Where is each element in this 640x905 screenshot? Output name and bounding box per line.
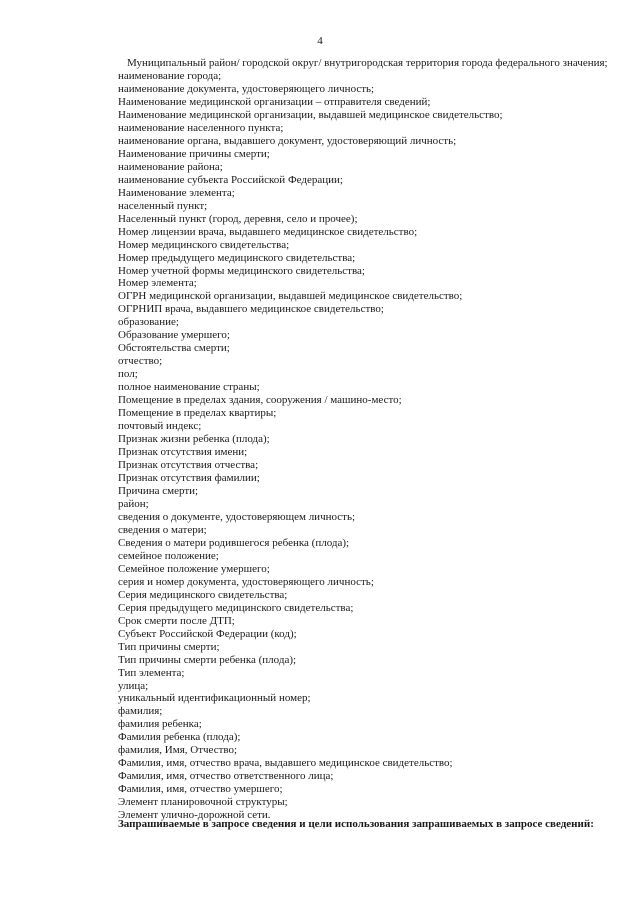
field-list-item: Элемент планировочной структуры; [118,796,288,809]
field-list-item: Тип элемента; [118,666,185,679]
field-list-item: серия и номер документа, удостоверяющего личность; [118,575,374,588]
field-list-item: Муниципальный район/ городской округ/ внутригородская территория города федерального значения; [127,57,608,69]
field-list-item: наименование документа, удостоверяющего личность; [118,82,375,95]
field-list [118,57,623,822]
field-list-item: фамилия; [118,705,163,718]
field-list-item: Номер элемента; [118,277,197,290]
field-list-item: населенный пункт; [118,199,208,212]
field-list-item: фамилия ребенка; [118,718,202,731]
field-list-item: Обстоятельства смерти; [118,342,230,355]
field-list-item: Семейное положение умершего; [118,562,270,575]
field-list-item: Субъект Российской Федерации (код); [118,627,297,640]
field-list-item: отчество; [118,355,163,368]
field-list-item: семейное положение; [118,549,219,562]
field-list-item: уникальный идентификационный номер; [118,692,311,705]
field-list-item: фамилия, Имя, Отчество; [118,744,238,757]
field-list-item: Тип причины смерти ребенка (плода); [118,653,297,666]
field-list-item: Наименование медицинской организации – отправителя сведений; [118,95,431,108]
field-list-item: наименование субъекта Российской Федерации; [118,173,343,186]
field-list-item: ОГРНИП врача, выдавшего медицинское свидетельство; [118,303,384,316]
field-list-item: Фамилия ребенка (плода); [118,731,241,744]
field-list-item: Фамилия, имя, отчество врача, выдавшего медицинское свидетельство; [118,757,453,770]
field-list-item: Наименование элемента; [118,186,235,199]
field-list-item: Причина смерти; [118,484,199,497]
field-list-item: Населенный пункт (город, деревня, село и прочее); [118,212,358,225]
field-list-item: ОГРН медицинской организации, выдавшей медицинское свидетельство; [118,290,463,303]
field-list-item: полное наименование страны; [118,381,260,394]
field-list-item: Номер учетной формы медицинского свидетельства; [118,264,365,277]
field-list-item: образование; [118,316,179,329]
field-list-item: наименование города; [118,69,222,82]
field-list-item: Признак отсутствия имени; [118,446,248,459]
field-list-item: район; [118,497,149,510]
field-list-item: сведения о матери; [118,523,207,536]
field-list-item: Признак жизни ребенка (плода); [118,433,270,446]
field-list-item: Серия предыдущего медицинского свидетельства; [118,601,354,614]
field-list-item: Наименование медицинской организации, выдавшей медицинское свидетельство; [118,108,503,121]
page-number: 4 [317,35,323,47]
field-list-item: сведения о документе, удостоверяющем личность; [118,510,356,523]
field-list-item: Срок смерти после ДТП; [118,614,235,627]
field-list-item: Признак отсутствия отчества; [118,459,259,472]
field-list-item: Помещение в пределах здания, сооружения / машино-место; [118,394,402,407]
field-list-item: Элемент улично-дорожной сети. [118,809,271,822]
field-list-item: Фамилия, имя, отчество ответственного лица; [118,770,334,783]
field-list-item: Номер лицензии врача, выдавшего медицинское свидетельство; [118,225,418,238]
field-list-item: Наименование причины смерти; [118,147,270,160]
field-list-item: наименование органа, выдавшего документ, удостоверяющий личность; [118,134,457,147]
field-list-item: Номер медицинского свидетельства; [118,238,290,251]
field-list-item: Образование умершего; [118,329,230,342]
field-list-item: Тип причины смерти; [118,640,220,653]
field-list-item: Помещение в пределах квартиры; [118,407,277,420]
field-list-item: наименование района; [118,160,223,173]
field-list-item: Фамилия, имя, отчество умершего; [118,783,283,796]
field-list-item: Сведения о матери родившегося ребенка (плода); [118,536,350,549]
section-heading: Запрашиваемые в запросе сведения и цели использования запрашиваемых в запросе сведений: [118,818,594,830]
field-list-item: почтовый индекс; [118,420,202,433]
field-list-item: Номер предыдущего медицинского свидетельства; [118,251,356,264]
field-list-item: Признак отсутствия фамилии; [118,472,260,484]
field-list-item: Серия медицинского свидетельства; [118,588,288,601]
field-list-item: наименование населенного пункта; [118,121,284,134]
field-list-item: пол; [118,368,138,381]
field-list-item: улица; [118,679,149,692]
